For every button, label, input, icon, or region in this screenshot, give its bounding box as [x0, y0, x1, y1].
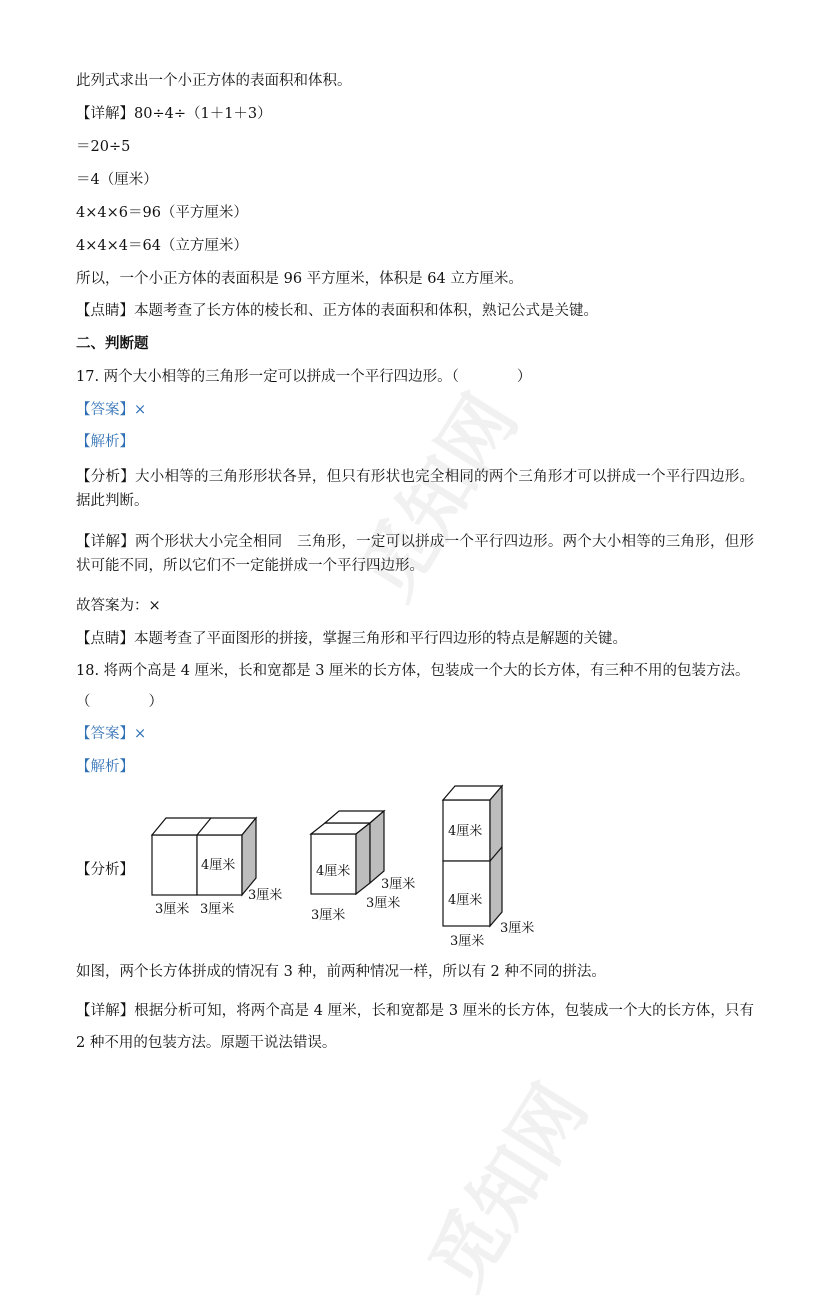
text-line: 4×4×4＝64（立方厘米）	[76, 238, 248, 254]
figure-note: 如图，两个长方体拼成的情况有 3 种，前两种情况一样，所以有 2 种不同的拼法。	[76, 964, 606, 980]
dianjing: 【点睛】本题考查了平面图形的拼接，掌握三角形和平行四边形的特点是解题的关键。	[76, 631, 627, 647]
figure-label-4cm: 4厘米	[201, 858, 236, 873]
text-line: ＝4（厘米）	[76, 172, 158, 188]
question-18: 18. 将两个高是 4 厘米，长和宽都是 3 厘米的长方体，包装成一个大的长方体，有三种不用的包装方法。	[76, 663, 750, 679]
section-title: 二、判断题	[76, 336, 149, 352]
question-18-blank: （ ）	[76, 694, 163, 710]
figure-label-3cm: 3厘米	[500, 921, 535, 936]
xiangjie-paragraph: 【详解】两个形状大小完全相同 三角形，一定可以拼成一个平行四边形。两个大小相等的三角形，但形状可能不同，所以它们不一定能拼成一个平行四边形。	[76, 534, 754, 574]
text-line: 所以，一个小正方体的表面积是 96 平方厘米，体积是 64 立方厘米。	[76, 271, 523, 287]
text-line: 【点睛】本题考查了长方体的棱长和、正方体的表面积和体积，熟记公式是关键。	[76, 303, 598, 319]
figure-label-3cm: 3厘米	[155, 902, 190, 917]
conclusion: 故答案为：×	[76, 598, 161, 614]
analysis-label: 【解析】	[76, 434, 134, 450]
fenxi-label: 【分析】	[76, 862, 134, 878]
analysis-label: 【解析】	[76, 759, 134, 775]
figure-label-4cm: 4厘米	[448, 824, 483, 839]
text-line: 【详解】80÷4÷（1＋1＋3）	[76, 106, 272, 122]
figure-label-3cm: 3厘米	[248, 888, 283, 903]
figure-label-4cm: 4厘米	[448, 893, 483, 908]
figure-label-3cm: 3厘米	[381, 877, 416, 892]
text-line: ＝20÷5	[76, 139, 131, 155]
cuboid-figure	[0, 780, 830, 955]
watermark: 觅知网	[343, 380, 535, 615]
figure-label-3cm: 3厘米	[311, 908, 346, 923]
answer-label: 【答案】×	[76, 726, 147, 742]
fenxi-paragraph: 【分析】大小相等的三角形形状各异，但只有形状也完全相同的两个三角形才可以拼成一个平行四边形。据此判断。	[76, 469, 754, 509]
watermark: 觅知网	[413, 1070, 605, 1305]
figure-label-3cm: 3厘米	[450, 934, 485, 949]
figure-label-4cm: 4厘米	[316, 864, 351, 879]
figure-label-3cm: 3厘米	[366, 896, 401, 911]
figure-label-3cm: 3厘米	[200, 902, 235, 917]
text-line: 此列式求出一个小正方体的表面积和体积。	[76, 73, 352, 89]
xiangjie-paragraph: 【详解】根据分析可知，将两个高是 4 厘米，长和宽都是 3 厘米的长方体，包装成一个大的长方体，只有 2 种不用的包装方法。原题干说法错误。	[76, 1003, 754, 1051]
answer-label: 【答案】×	[76, 402, 147, 418]
question-17: 17. 两个大小相等的三角形一定可以拼成一个平行四边形。（ ）	[76, 369, 532, 385]
text-line: 4×4×6＝96（平方厘米）	[76, 205, 248, 221]
